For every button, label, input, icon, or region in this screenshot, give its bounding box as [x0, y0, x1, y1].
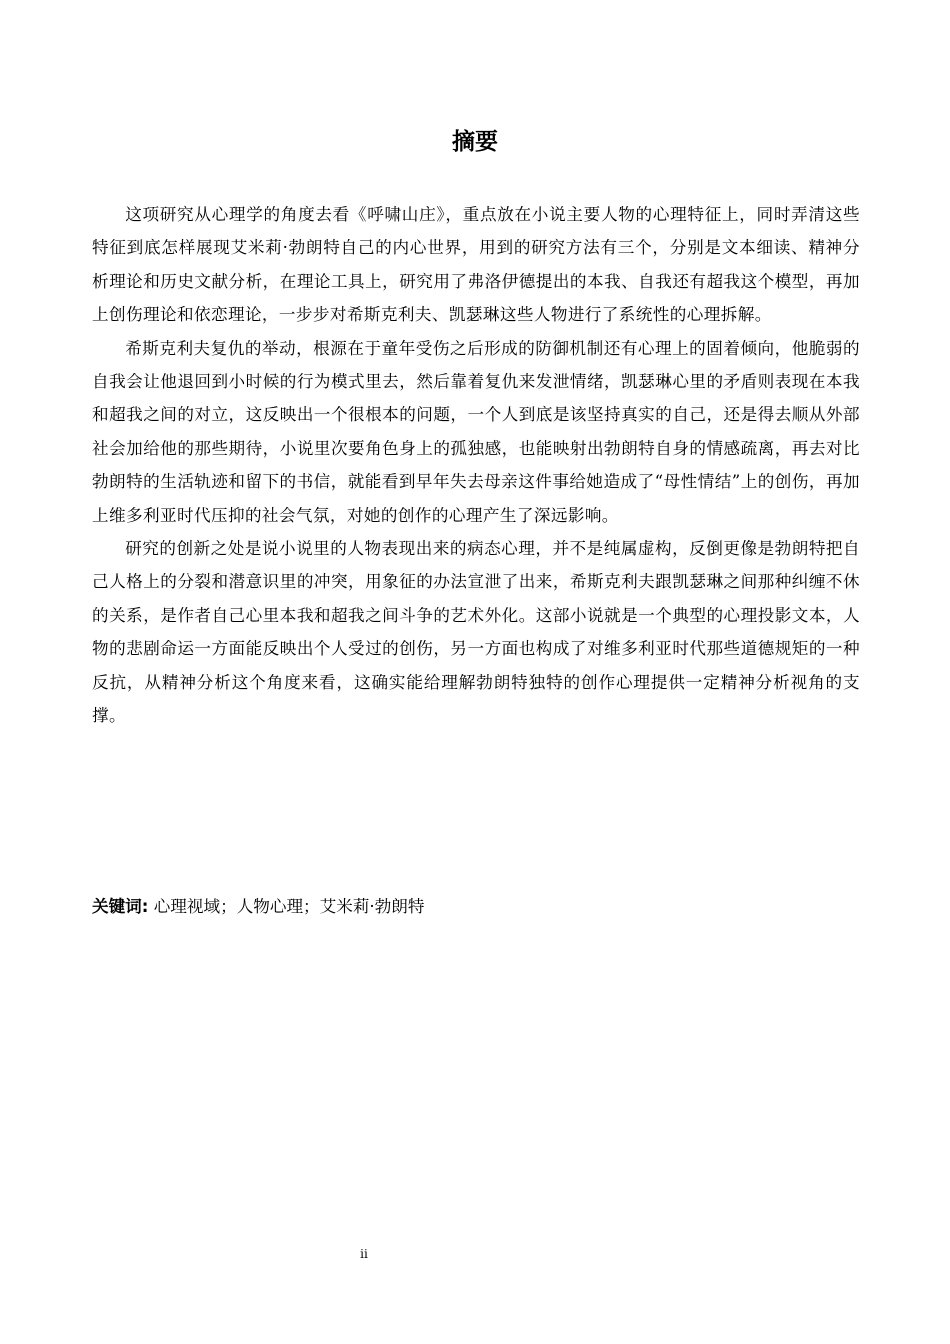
- page-title: 摘要: [452, 129, 498, 155]
- abstract-paragraph-1: 这项研究从心理学的角度去看《呼啸山庄》，重点放在小说主要人物的心理特征上，同时弄清这些特征到底怎样展现艾米莉·勃朗特自己的内心世界，用到的研究方法有三个，分别是文本细读、精神分析理论和历史文献分析，在理论工具上，研究用了弗洛伊德提出的本我、自我还有超我这个模型，再加上创伤理论和依恋理论，一步步对希斯克利夫、凯瑟琳这些人物进行了系统性的心理拆解。: [92, 205, 860, 325]
- abstract-paragraph-3: 研究的创新之处是说小说里的人物表现出来的病态心理，并不是纯属虚构，反倒更像是勃朗特把自己人格上的分裂和潜意识里的冲突，用象征的办法宣泄了出来，希斯克利夫跟凯瑟琳之间那种纠缠不休的关系，是作者自己心里本我和超我之间斗争的艺术外化。这部小说就是一个典型的心理投影文本，人物的悲剧命运一方面能反映出个人受过的创伤，另一方面也构成了对维多利亚时代那些道德规矩的一种反抗，从精神分析这个角度来看，这确实能给理解勃朗特独特的创作心理提供一定精神分析视角的支撑。: [92, 539, 860, 726]
- keywords-label: 关键词:: [92, 897, 149, 916]
- page-number: ii: [360, 1247, 368, 1261]
- abstract-body: [92, 198, 860, 733]
- keywords-line: [92, 892, 860, 922]
- keywords-text: 心理视域；人物心理；艾米莉·勃朗特: [153, 897, 425, 916]
- abstract-paragraph-2: 希斯克利夫复仇的举动，根源在于童年受伤之后形成的防御机制还有心理上的固着倾向，他脆弱的自我会让他退回到小时候的行为模式里去，然后靠着复仇来发泄情绪，凯瑟琳心里的矛盾则表现在本我和超我之间的对立，这反映出一个很根本的问题，一个人到底是该坚持真实的自己，还是得去顺从外部社会加给他的那些期待，小说里次要角色身上的孤独感，也能映射出勃朗特自身的情感疏离，再去对比勃朗特的生活轨迹和留下的书信，就能看到早年失去母亲这件事给她造成了“母性情结”上的创伤，再加上维多利亚时代压抑的社会气氛，对她的创作的心理产生了深远影响。: [92, 338, 860, 525]
